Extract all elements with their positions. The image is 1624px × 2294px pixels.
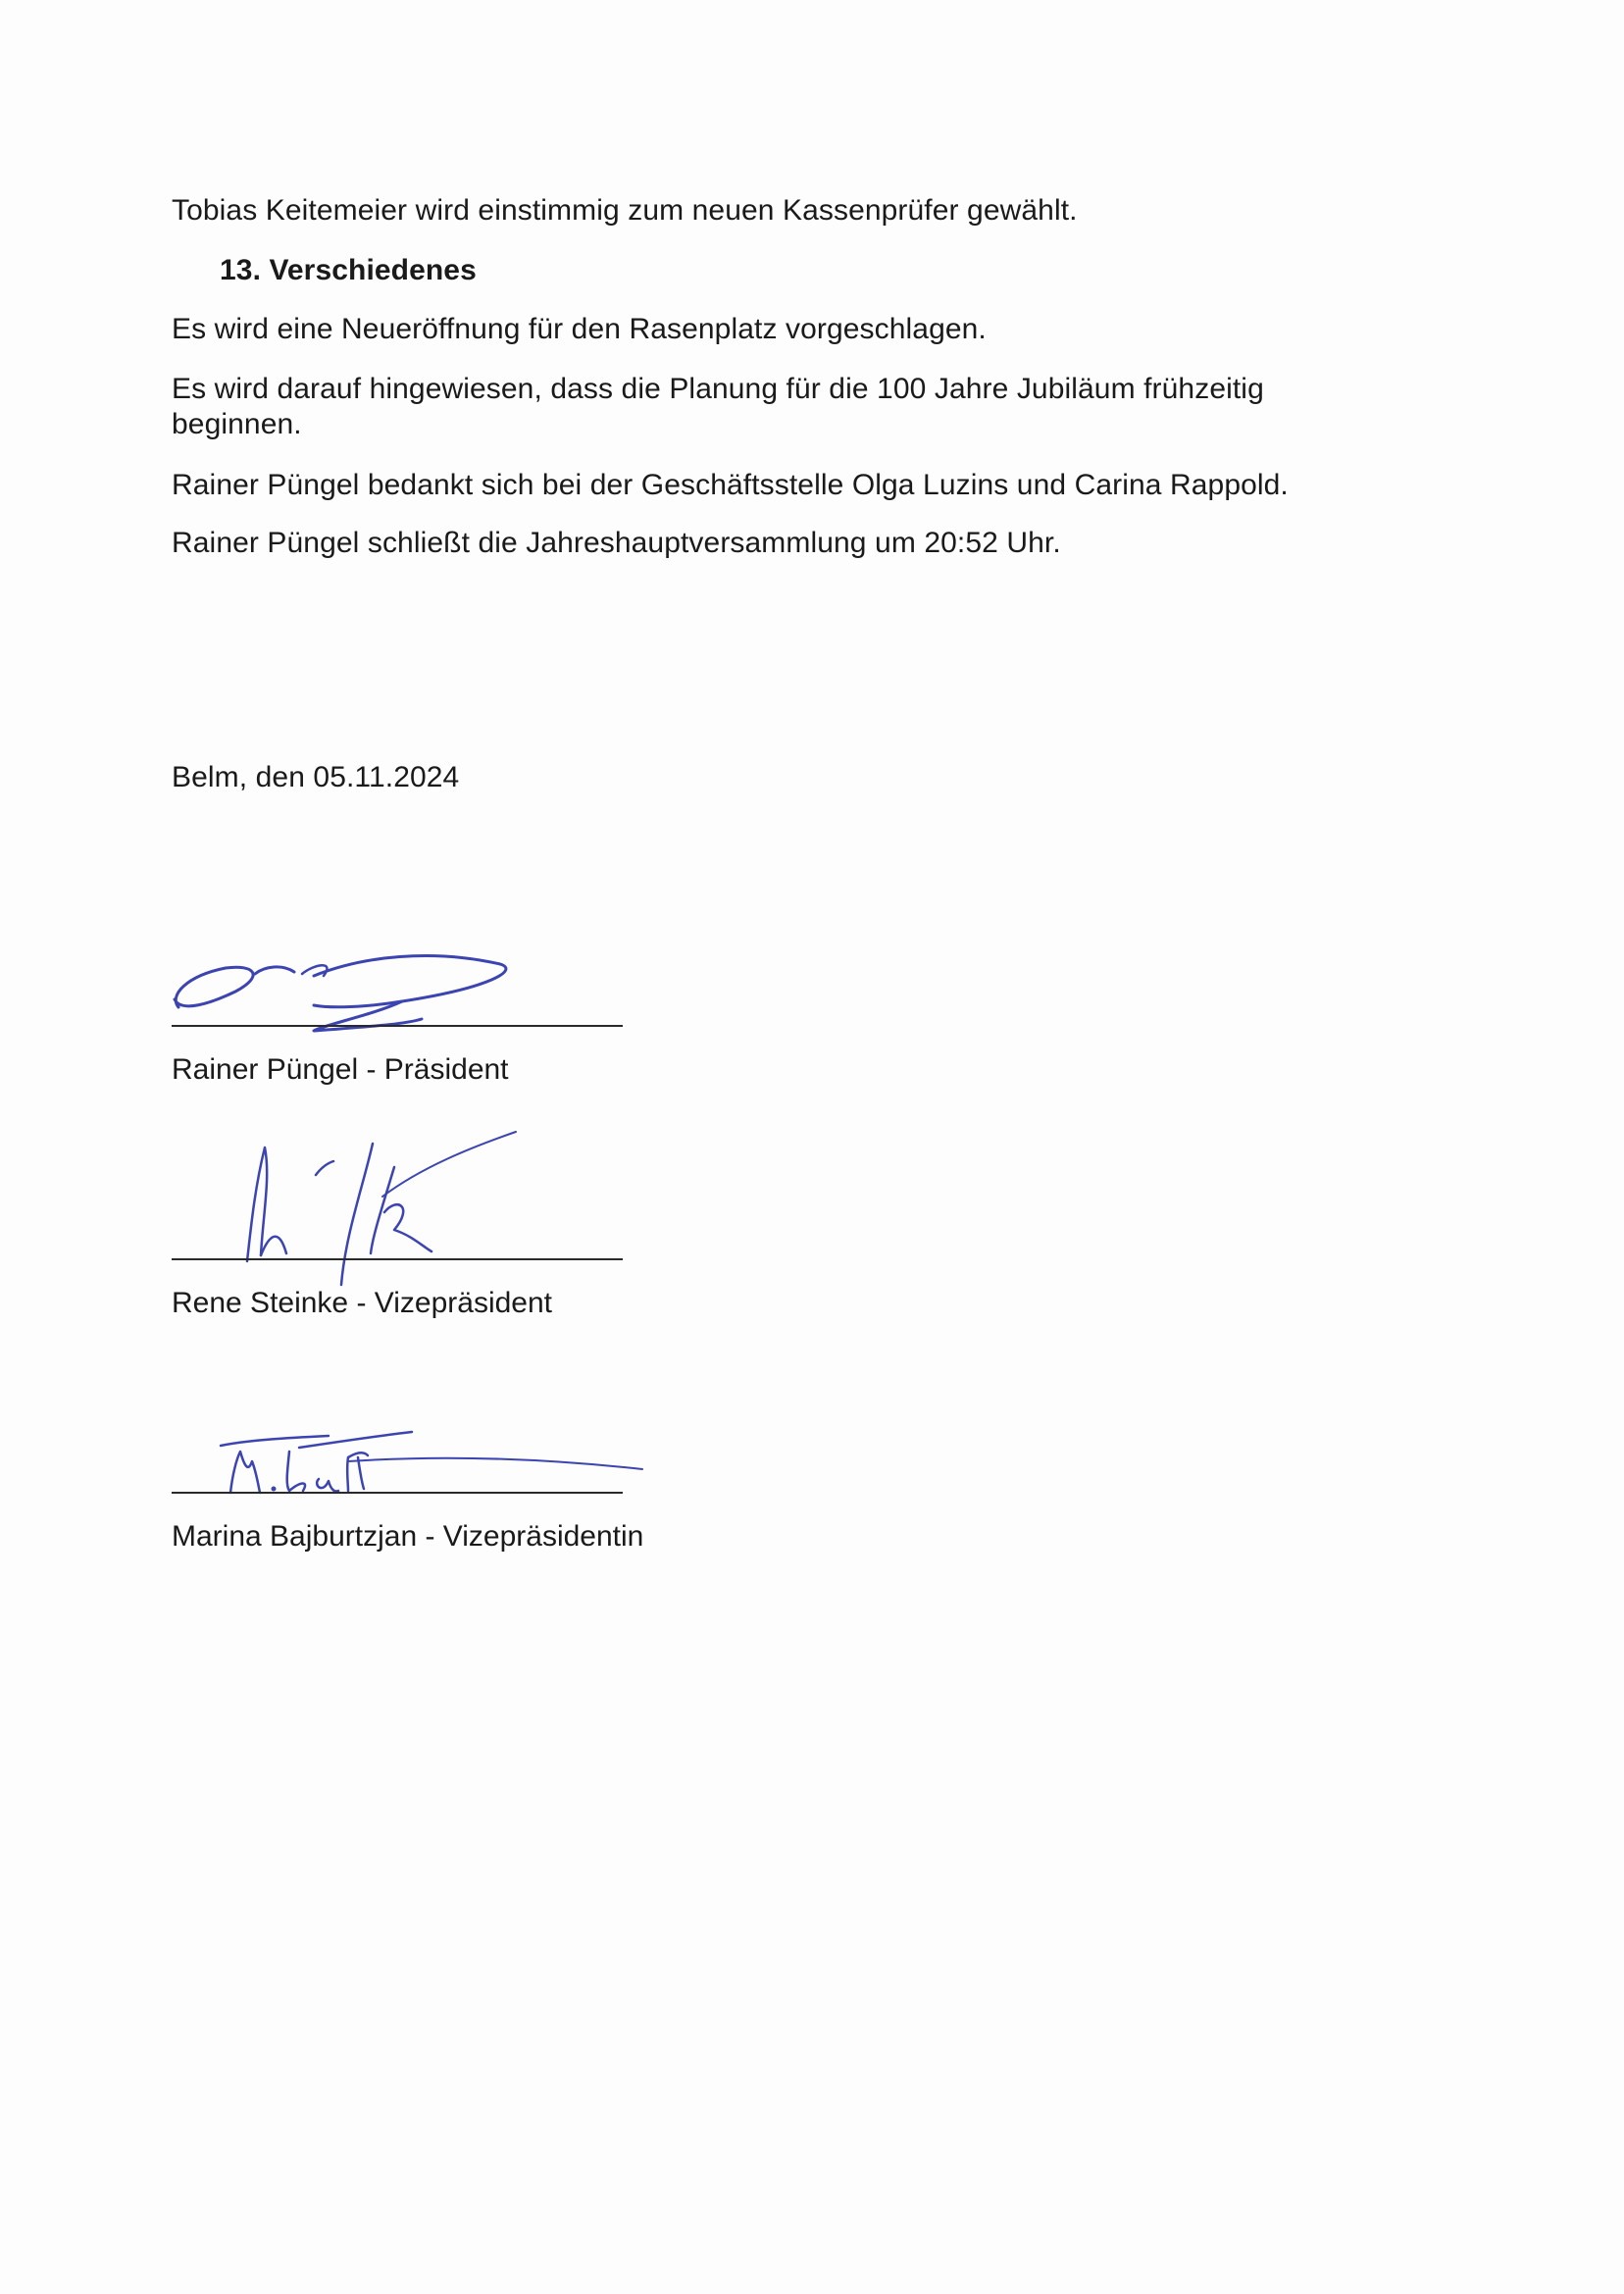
place-date: Belm, den 05.11.2024 — [172, 761, 460, 793]
signature-caption: Marina Bajburtzjan - Vizepräsidentin — [172, 1520, 644, 1553]
paragraph-kassenpruefer: Tobias Keitemeier wird einstimmig zum neuen Kassenprüfer gewählt. — [172, 194, 1078, 227]
section-heading: 13. Verschiedenes — [220, 254, 477, 286]
paragraph-schluss: Rainer Püngel schließt die Jahreshauptversammlung um 20:52 Uhr. — [172, 527, 1061, 559]
signature-line — [172, 1492, 623, 1494]
paragraph-jubilaeum-line2: beginnen. — [172, 408, 302, 440]
signature-rainer-puengel — [167, 937, 520, 1045]
paragraph-dank: Rainer Püngel bedankt sich bei der Geschäftsstelle Olga Luzins und Carina Rappold. — [172, 469, 1289, 501]
signature-line — [172, 1258, 623, 1260]
signature-marina-bajburtzjan — [211, 1422, 662, 1510]
signature-line — [172, 1025, 623, 1027]
signature-caption: Rene Steinke - Vizepräsident — [172, 1287, 553, 1319]
signature-rene-steinke — [226, 1128, 539, 1304]
paragraph-jubilaeum-line1: Es wird darauf hingewiesen, dass die Planung für die 100 Jahre Jubiläum frühzeitig — [172, 373, 1264, 405]
signature-caption: Rainer Püngel - Präsident — [172, 1053, 509, 1086]
paragraph-rasenplatz: Es wird eine Neueröffnung für den Rasenplatz vorgeschlagen. — [172, 313, 987, 345]
